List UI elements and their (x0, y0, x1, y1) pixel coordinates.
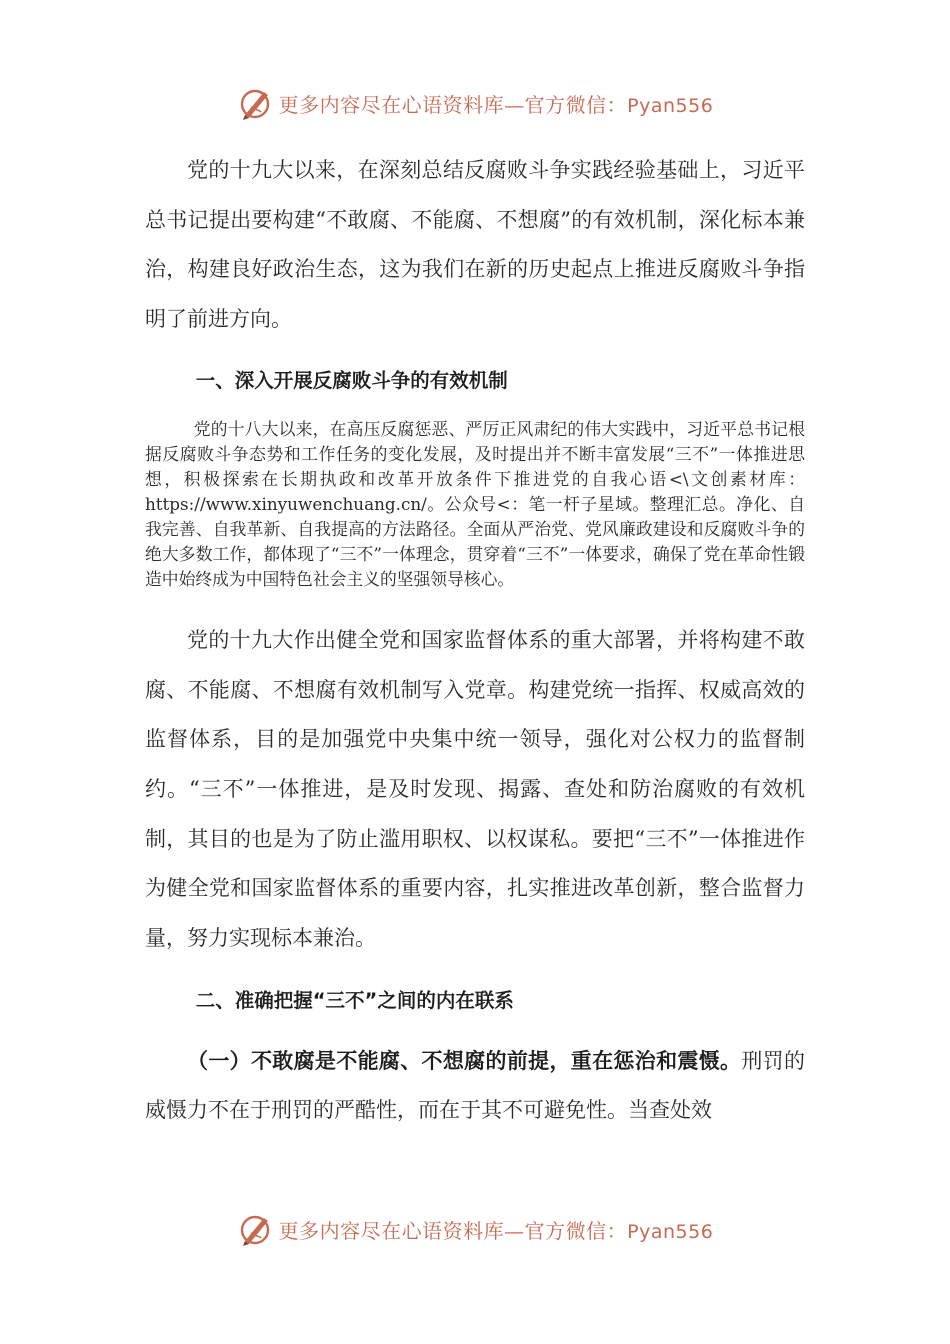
document-body (145, 146, 805, 1136)
section-heading-1: 一、深入开展反腐败斗争的有效机制 (195, 368, 508, 392)
subheading-inline: （一）不敢腐是不能腐、不想腐的前提，重在惩治和震慑。 (187, 1048, 742, 1073)
section-1-paragraph-2: 党的十九大作出健全党和国家监督体系的重大部署，并将构建不敢腐、不能腐、不想腐有效机制写入党章。构建党统一指挥、权威高效的监督体系，目的是加强党中央集中统一领导，强化对公权力的监督制约。“三不”一体推进，是及时发现、揭露、查处和防治腐败的有效机制，其目的也是为了防止滥用职权、以权谋私。要把“三不”一体推进作为健全党和国家监督体系的重要内容，扎实推进改革创新，整合监督力量，努力实现标本兼治。 (145, 627, 805, 951)
footer-watermark-banner (0, 1209, 950, 1249)
pen-circle-logo-icon (237, 1211, 273, 1247)
intro-paragraph: 党的十九大以来，在深刻总结反腐败斗争实践经验基础上，习近平总书记提出要构建“不敢腐、不能腐、不想腐”的有效机制，深化标本兼治，构建良好政治生态，这为我们在新的历史起点上推进反腐败斗争指明了前进方向。 (145, 158, 805, 332)
pen-circle-logo-icon (237, 85, 273, 121)
section-1-paragraph-1: 党的十八大以来，在高压反腐惩恶、严厉正风肃纪的伟大实践中，习近平总书记根据反腐败斗争态势和工作任务的变化发展，及时提出并不断丰富发展“三不”一体推进思想，积极探索在长期执政和改革开放条件下推进党的自我心语<\文创素材库：https://www.xinyuwenchuang.cn/。公众号<：笔一杆子星域。整理汇总。净化、自我完善、自我革新、自我提高的方法路径。全面从严治党、党风廉政建设和反腐败斗争的绝大多数工作，都体现了“三不”一体理念，贯穿着“三不”一体要求，确保了党在革命性锻造中始终成为中国特色社会主义的坚强领导核心。 (145, 418, 805, 589)
header-watermark-banner (0, 83, 950, 123)
paragraph-text: 刑罚的威慑力不在于刑罚的严酷性，而在于其不可避免性。当查处效 (145, 1048, 806, 1123)
watermark-text: 更多内容尽在心语资料库—官方微信：Pyan556 (278, 92, 714, 117)
watermark-text: 更多内容尽在心语资料库—官方微信：Pyan556 (278, 1218, 714, 1243)
section-2-paragraph-1 (145, 1037, 805, 1136)
section-heading-2: 二、准确把握“三不”之间的内在联系 (195, 988, 514, 1012)
